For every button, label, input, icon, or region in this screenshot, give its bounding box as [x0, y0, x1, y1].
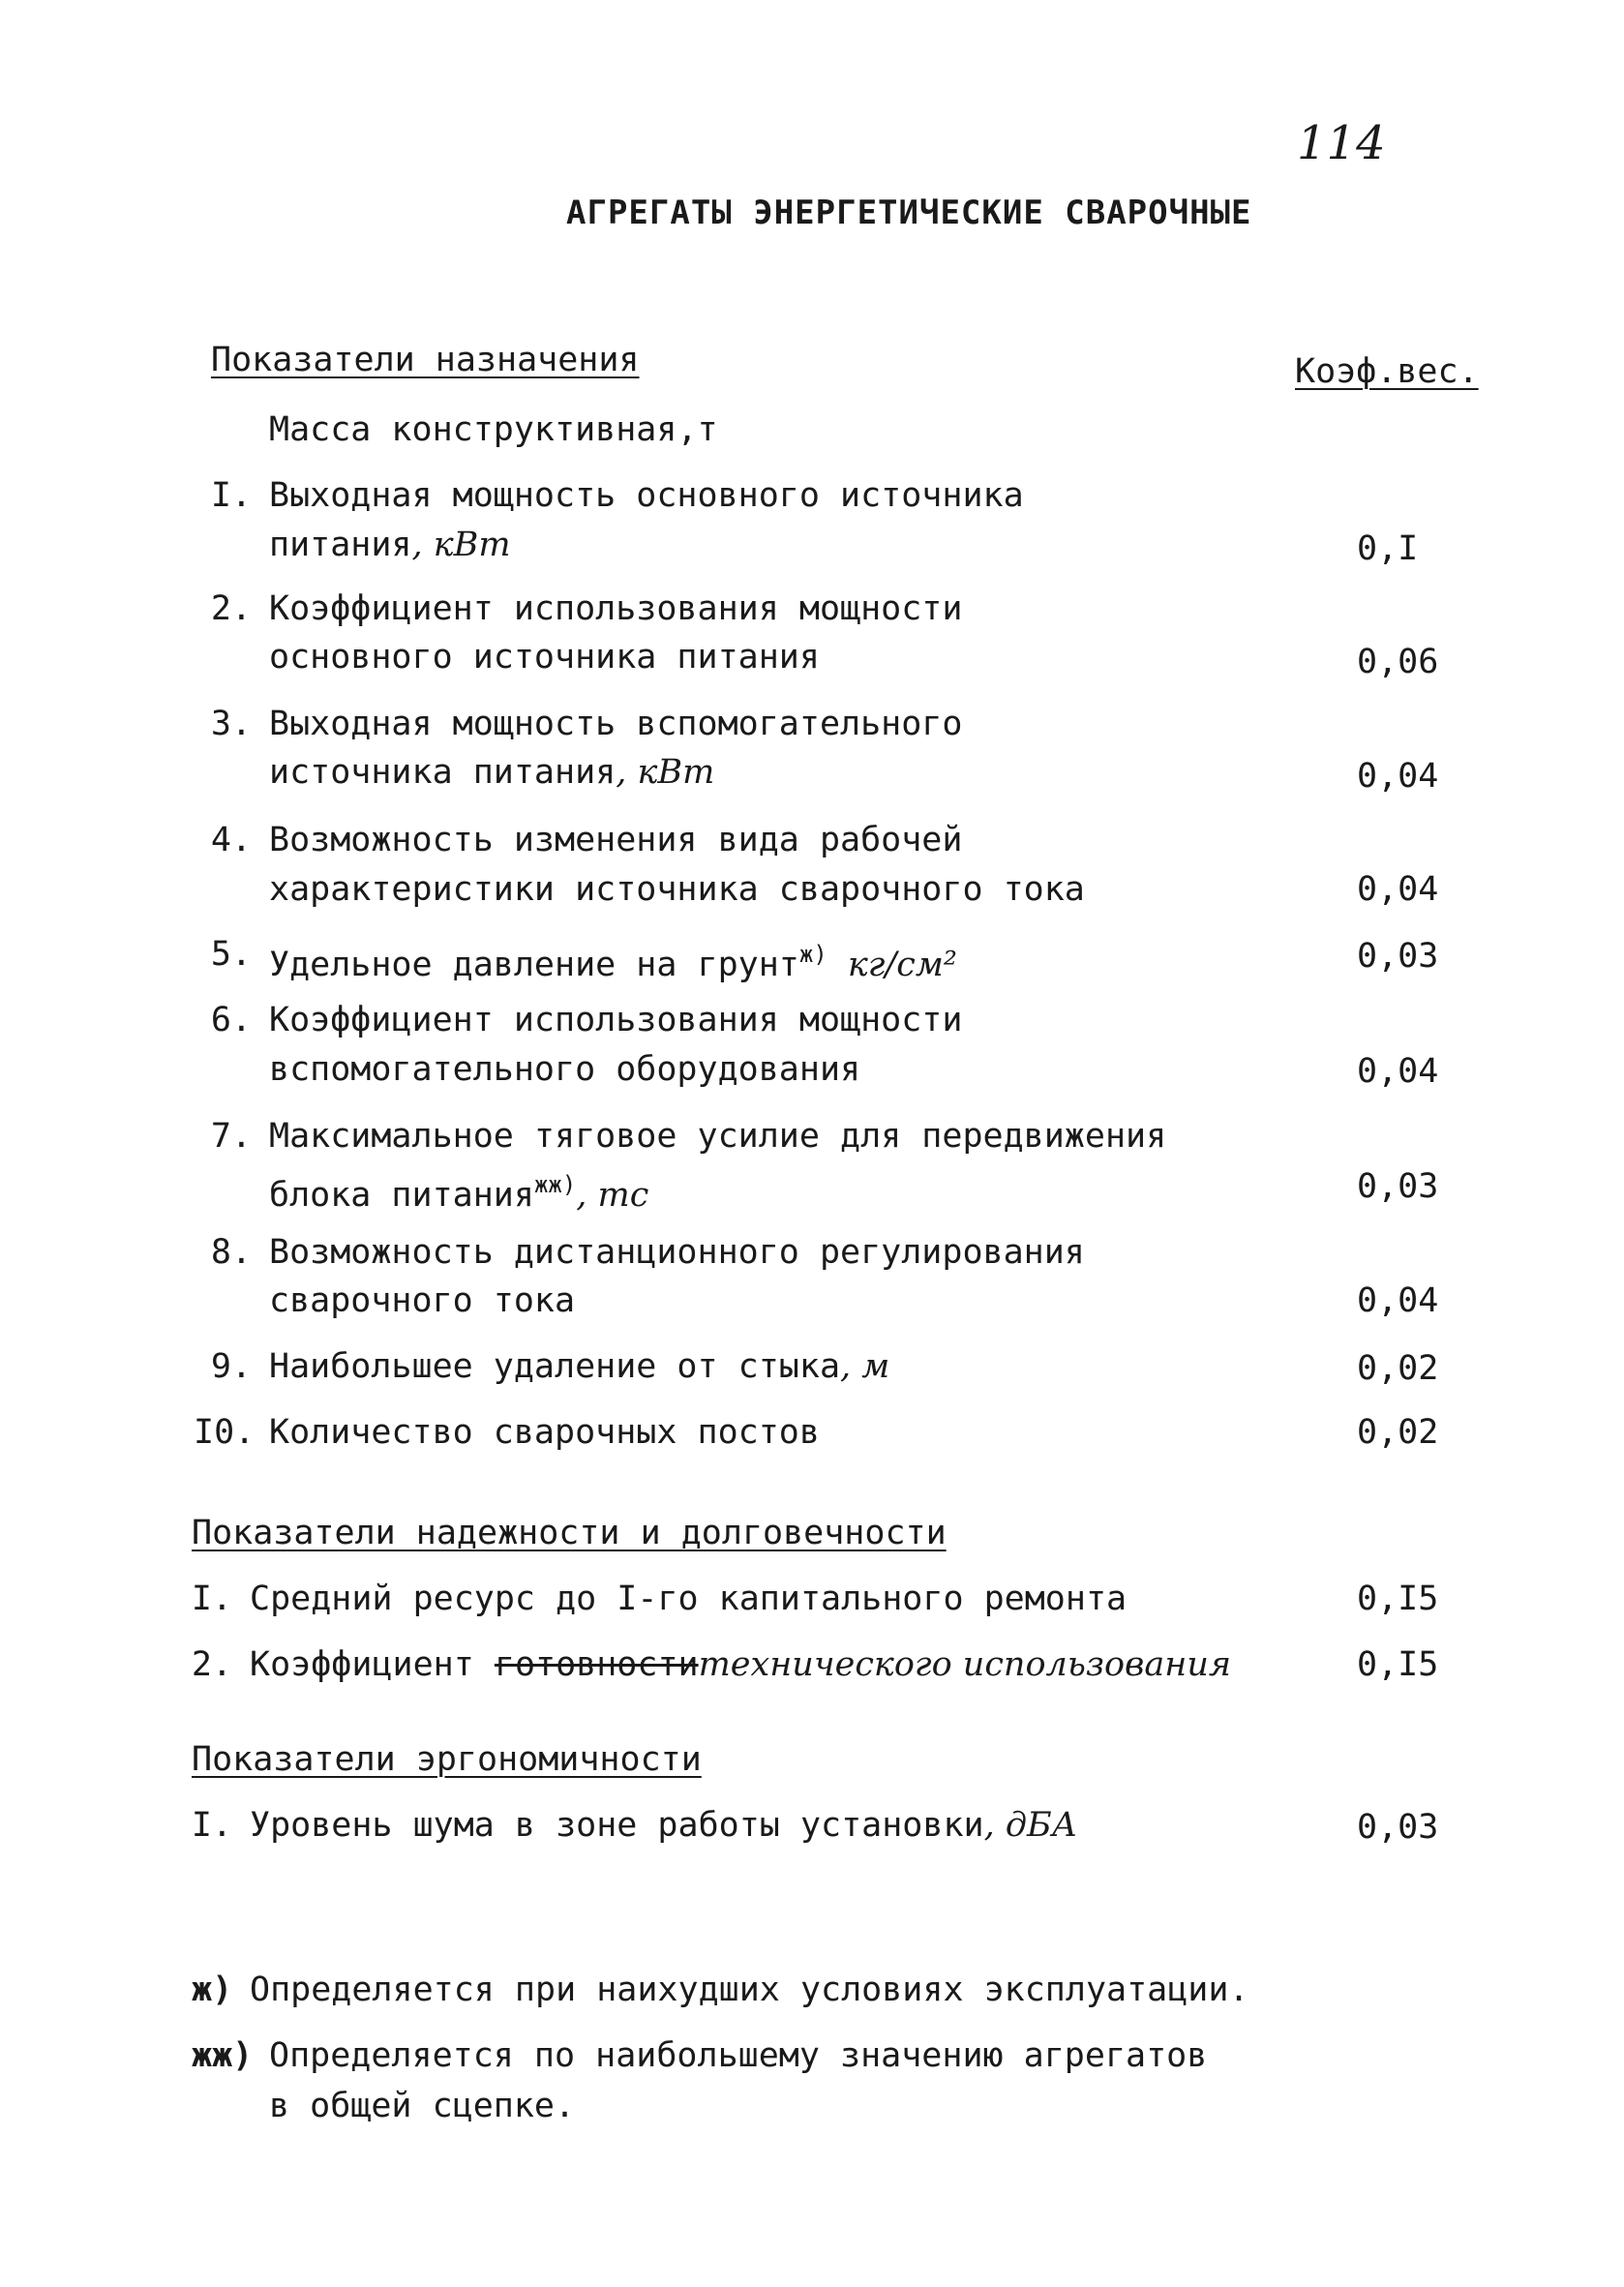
- item-number: 4.: [210, 821, 252, 859]
- item-number: I.: [210, 476, 252, 515]
- item-coef: 0,04: [1357, 870, 1439, 909]
- item-coef: 0,03: [1357, 1808, 1439, 1847]
- item-text: характеристики источника сварочного тока: [269, 870, 1085, 909]
- item-coef: 0,02: [1357, 1413, 1439, 1452]
- footnote-text: в общей сцепке.: [269, 2087, 576, 2125]
- item-text: Коэффициент использования мощности: [269, 1001, 963, 1039]
- section-ergonomics-heading: Показатели эргономичности: [192, 1740, 702, 1779]
- item-number: I0.: [194, 1413, 256, 1452]
- item-text: источника питания, кВт: [269, 753, 715, 792]
- item-text: питания, кВт: [269, 526, 511, 564]
- item-number: 6.: [210, 1001, 252, 1039]
- item-text: основного источника питания: [269, 638, 820, 677]
- item-number: 7.: [210, 1117, 252, 1156]
- item-text: Количество сварочных постов: [269, 1413, 820, 1452]
- item-coef: 0,06: [1357, 643, 1439, 681]
- item-text: Максимальное тяговое усилие для передвижения: [269, 1117, 1167, 1156]
- item-coef: 0,I5: [1357, 1645, 1439, 1684]
- item-text: Возможность дистанционного регулирования: [269, 1233, 1085, 1272]
- mass-label: Масса конструктивная,т: [269, 410, 718, 449]
- page-number: 114: [1297, 116, 1386, 170]
- item-coef: 0,04: [1357, 757, 1439, 796]
- item-coef: 0,03: [1357, 1167, 1439, 1206]
- item-number: I.: [191, 1806, 232, 1845]
- item-number: 3.: [210, 705, 252, 743]
- item-number: 8.: [210, 1233, 252, 1272]
- item-text: Коэффициент готовноститехнического использования: [250, 1645, 1232, 1684]
- coef-column-header: Коэф.вес.: [1295, 352, 1479, 391]
- item-coef: 0,03: [1357, 937, 1439, 976]
- item-number: 2.: [191, 1645, 232, 1684]
- section-reliability-heading: Показатели надежности и долговечности: [192, 1514, 947, 1552]
- item-text: Удельное давление на грунт$^{ж)}$ кг/см²: [269, 941, 957, 984]
- item-coef: 0,I: [1357, 529, 1419, 568]
- item-number: 5.: [210, 935, 252, 974]
- footnote-text: Определяется при наихудших условиях эксплуатации.: [250, 1971, 1249, 2009]
- footnote-mark: ж): [192, 1971, 233, 2009]
- item-number: I.: [191, 1580, 232, 1618]
- item-coef: 0,04: [1357, 1052, 1439, 1091]
- struck-word: готовности: [494, 1645, 699, 1684]
- item-text: Возможность изменения вида рабочей: [269, 821, 963, 859]
- item-text: Средний ресурс до I-го капитального ремонта: [250, 1580, 1128, 1618]
- item-coef: 0,02: [1357, 1349, 1439, 1388]
- item-text: вспомогательного оборудования: [269, 1050, 861, 1089]
- item-text: блока питания$^{жж)}$, тс: [269, 1171, 649, 1215]
- item-text: сварочного тока: [269, 1281, 576, 1320]
- item-text: Уровень шума в зоне работы установки, дБА: [250, 1806, 1078, 1845]
- item-number: 9.: [210, 1347, 252, 1386]
- item-text: Коэффициент использования мощности: [269, 589, 963, 628]
- item-coef: 0,I5: [1357, 1580, 1439, 1618]
- item-text: Наибольшее удаление от стыка, м: [269, 1347, 890, 1386]
- section-purpose-heading: Показатели назначения: [211, 341, 640, 379]
- item-text: Выходная мощность вспомогательного: [269, 705, 963, 743]
- item-text: Выходная мощность основного источника: [269, 476, 1024, 515]
- handwritten-insert: технического использования: [698, 1645, 1232, 1684]
- item-number: 2.: [210, 589, 252, 628]
- footnote-text: Определяется по наибольшему значению агрегатов: [269, 2036, 1208, 2075]
- item-coef: 0,04: [1357, 1281, 1439, 1320]
- footnote-mark: жж): [192, 2036, 254, 2075]
- page-title: АГРЕГАТЫ ЭНЕРГЕТИЧЕСКИЕ СВАРОЧНЫЕ: [566, 194, 1252, 232]
